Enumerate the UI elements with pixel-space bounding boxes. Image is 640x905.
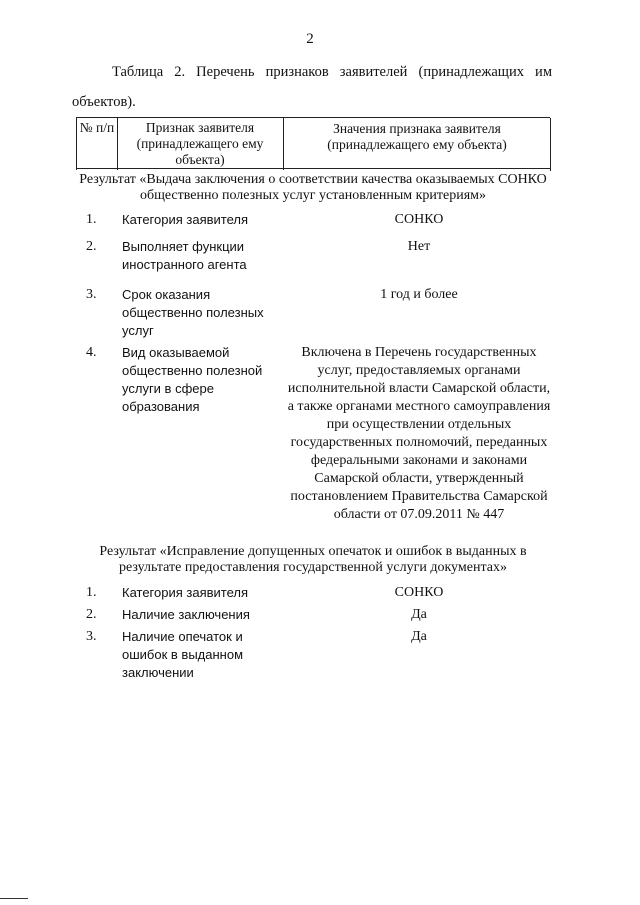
row-sign: Выполняет функции иностранного агента bbox=[122, 239, 247, 272]
row-sign: Категория заявителя bbox=[122, 212, 249, 227]
row-value: Да bbox=[411, 607, 427, 622]
table-caption bbox=[72, 57, 552, 117]
header-value: Значения признака заявителя (принадлежащего ему объекта) bbox=[284, 118, 551, 171]
row-number: 3. bbox=[86, 629, 97, 644]
row-number: 1. bbox=[86, 585, 97, 600]
table-header bbox=[76, 117, 550, 169]
caption-line-1: Таблица 2. Перечень признаков заявителей (принадлежащих им bbox=[112, 64, 552, 80]
row-number: 2. bbox=[86, 607, 97, 622]
row-number: 3. bbox=[86, 287, 97, 302]
row-number: 1. bbox=[86, 212, 97, 227]
row-value: 1 год и более bbox=[380, 287, 458, 302]
row-value: Нет bbox=[407, 239, 431, 254]
row-sign: Категория заявителя bbox=[122, 585, 249, 600]
header-number: № п/п bbox=[76, 118, 118, 170]
row-sign: Срок оказания общественно полезных услуг bbox=[122, 287, 264, 338]
row-value: Включена в Перечень государственных услуг, предоставляемых органами исполнительной власти Самарской области, а также органами местного самоуправления при осуществлении отдельных государственных полномочий, переданных федеральными законами и законами Самарской области, утвержденный постановлением Правительства Самарской области от 07.09.2011 № 447 bbox=[287, 345, 551, 522]
caption-line-2: объектов). bbox=[72, 94, 136, 110]
row-sign: Вид оказываемой общественно полезной услуги в сфере образования bbox=[122, 345, 263, 414]
row-sign: Наличие заключения bbox=[122, 607, 250, 622]
row-value: СОНКО bbox=[394, 585, 444, 600]
row-value: Да bbox=[411, 629, 427, 644]
result-2-title: Результат «Исправление допущенных опечаток и ошибок в выданных в результате предоставления государственной услуги документах» bbox=[99, 544, 527, 575]
page-number: 2 bbox=[306, 31, 314, 47]
row-sign: Наличие опечаток и ошибок в выданном заключении bbox=[122, 629, 244, 680]
row-value: СОНКО bbox=[394, 212, 444, 227]
row-number: 2. bbox=[86, 239, 97, 254]
header-sign: Признак заявителя (принадлежащего ему объекта) bbox=[117, 118, 284, 170]
row-number: 4. bbox=[86, 345, 97, 360]
result-1-title: Результат «Выдача заключения о соответствии качества оказываемых СОНКО общественно полезных услуг установленным критериям» bbox=[79, 172, 547, 203]
scan-edge-mark bbox=[0, 898, 28, 899]
